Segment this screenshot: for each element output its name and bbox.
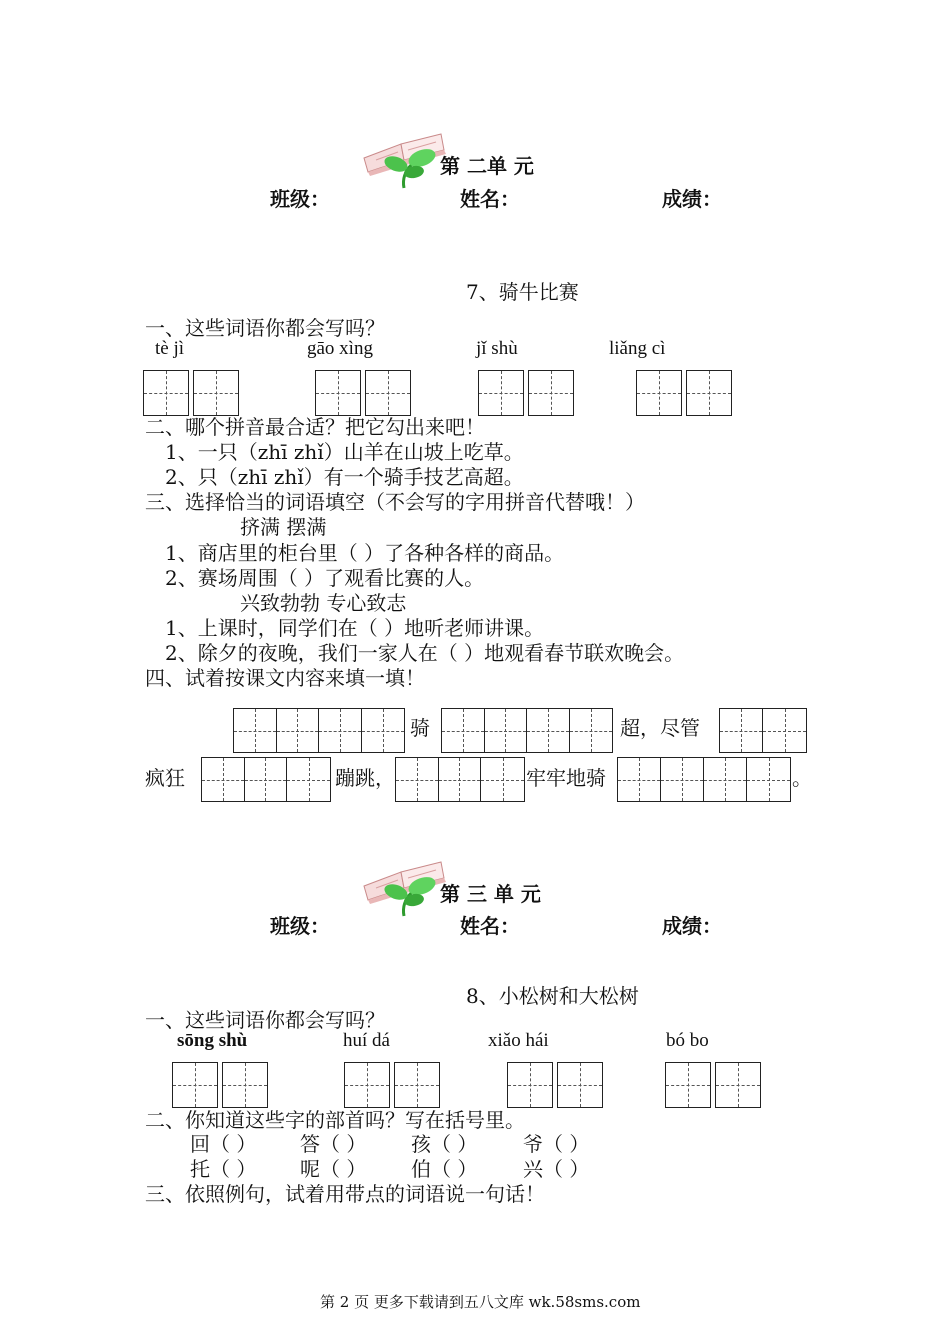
- writing-box-group[interactable]: [719, 708, 807, 753]
- fill-text-fengkuang: 疯狂: [145, 766, 185, 790]
- writing-box[interactable]: [344, 1062, 390, 1108]
- unit3-q2-heading: 二、你知道这些字的部首吗？写在括号里。: [145, 1108, 525, 1132]
- fill-text-laolao: 牢牢地骑: [526, 766, 606, 790]
- unit2-q1-heading: 一、这些词语你都会写吗？: [145, 316, 385, 340]
- writing-box[interactable]: [193, 370, 239, 416]
- writing-box-group[interactable]: [233, 708, 405, 753]
- unit2-class-label: 班级：: [270, 187, 330, 211]
- unit2-q2-item-2: 2、只（zhī zhǐ）有一个骑手技艺高超。: [165, 465, 524, 489]
- unit2-pinyin-4: liǎng cì: [609, 338, 666, 359]
- unit3-q3-heading: 三、依照例句，试着用带点的词语说一句话！: [145, 1182, 545, 1206]
- writing-box[interactable]: [143, 370, 189, 416]
- writing-box-group[interactable]: [201, 757, 331, 802]
- unit3-pinyin-3: xiǎo hái: [488, 1030, 549, 1051]
- unit3-pinyin-4: bó bo: [666, 1030, 709, 1051]
- writing-box[interactable]: [394, 1062, 440, 1108]
- unit2-pinyin-3: jǐ shù: [476, 338, 518, 359]
- unit3-score-label: 成绩：: [662, 914, 722, 938]
- fill-text-qi: 骑: [410, 716, 430, 740]
- unit3-lesson-title: 8、小松树和大松树: [466, 984, 639, 1008]
- radical-item: 兴（ ）: [523, 1157, 590, 1181]
- radical-item: 呢（ ）: [300, 1157, 367, 1181]
- radical-item: 答（ ）: [300, 1132, 367, 1156]
- writing-box[interactable]: [665, 1062, 711, 1108]
- unit2-q3-item-b1: 1、上课时，同学们在（ ）地听老师讲课。: [165, 616, 545, 640]
- unit2-name-label: 姓名：: [460, 187, 520, 211]
- unit2-pinyin-1: tè jì: [155, 338, 185, 359]
- unit3-name-label: 姓名：: [460, 914, 520, 938]
- unit2-q3-heading: 三、选择恰当的词语填空（不会写的字用拼音代替哦！）: [145, 490, 645, 514]
- radical-item: 回（ ）: [190, 1132, 257, 1156]
- unit2-q3-words-a: 挤满 摆满: [240, 515, 327, 539]
- writing-box[interactable]: [172, 1062, 218, 1108]
- fill-text-bengtiao: 蹦跳，: [335, 766, 395, 790]
- unit2-pinyin-2: gāo xìng: [307, 338, 373, 359]
- writing-box-group[interactable]: [617, 757, 791, 802]
- page-footer: 第 2 页 更多下载请到五八文库 wk.58sms.com: [320, 1293, 641, 1311]
- unit3-pinyin-2: huí dá: [343, 1030, 390, 1051]
- writing-box[interactable]: [636, 370, 682, 416]
- writing-box[interactable]: [507, 1062, 553, 1108]
- writing-box[interactable]: [365, 370, 411, 416]
- unit2-q2-heading: 二、哪个拼音最合适？把它勾出来吧！: [145, 415, 485, 439]
- unit3-q1-heading: 一、这些词语你都会写吗？: [145, 1008, 385, 1032]
- book-sprout-icon: [356, 120, 451, 192]
- radical-item: 爷（ ）: [523, 1132, 590, 1156]
- fill-text-chao: 超，尽管: [620, 716, 700, 740]
- writing-box-group[interactable]: [395, 757, 525, 802]
- unit2-q2-item-1: 1、一只（zhī zhǐ）山羊在山坡上吃草。: [165, 440, 524, 464]
- writing-box[interactable]: [686, 370, 732, 416]
- radical-item: 孩（ ）: [411, 1132, 478, 1156]
- book-sprout-icon: [356, 848, 451, 920]
- writing-box[interactable]: [478, 370, 524, 416]
- radical-item: 托（ ）: [190, 1157, 257, 1181]
- unit2-q3-item-a1: 1、商店里的柜台里（ ）了各种各样的商品。: [165, 541, 565, 565]
- writing-box[interactable]: [715, 1062, 761, 1108]
- unit2-title: 第 二单 元: [440, 154, 534, 178]
- unit2-lesson-title: 7、骑牛比赛: [466, 280, 579, 304]
- unit3-pinyin-1: sōng shù: [177, 1030, 248, 1051]
- unit2-score-label: 成绩：: [662, 187, 722, 211]
- unit2-q3-item-a2: 2、赛场周围（ ）了观看比赛的人。: [165, 566, 485, 590]
- writing-box[interactable]: [557, 1062, 603, 1108]
- unit2-q3-item-b2: 2、除夕的夜晚，我们一家人在（ ）地观看春节联欢晚会。: [165, 641, 685, 665]
- radical-item: 伯（ ）: [411, 1157, 478, 1181]
- unit3-title: 第 三 单 元: [440, 882, 541, 906]
- writing-box[interactable]: [222, 1062, 268, 1108]
- fill-text-period: 。: [792, 766, 812, 790]
- writing-box-group[interactable]: [441, 708, 613, 753]
- unit2-q3-words-b: 兴致勃勃 专心致志: [240, 591, 407, 615]
- unit3-class-label: 班级：: [270, 914, 330, 938]
- unit2-q4-heading: 四、试着按课文内容来填一填！: [145, 666, 425, 690]
- writing-box[interactable]: [528, 370, 574, 416]
- writing-box[interactable]: [315, 370, 361, 416]
